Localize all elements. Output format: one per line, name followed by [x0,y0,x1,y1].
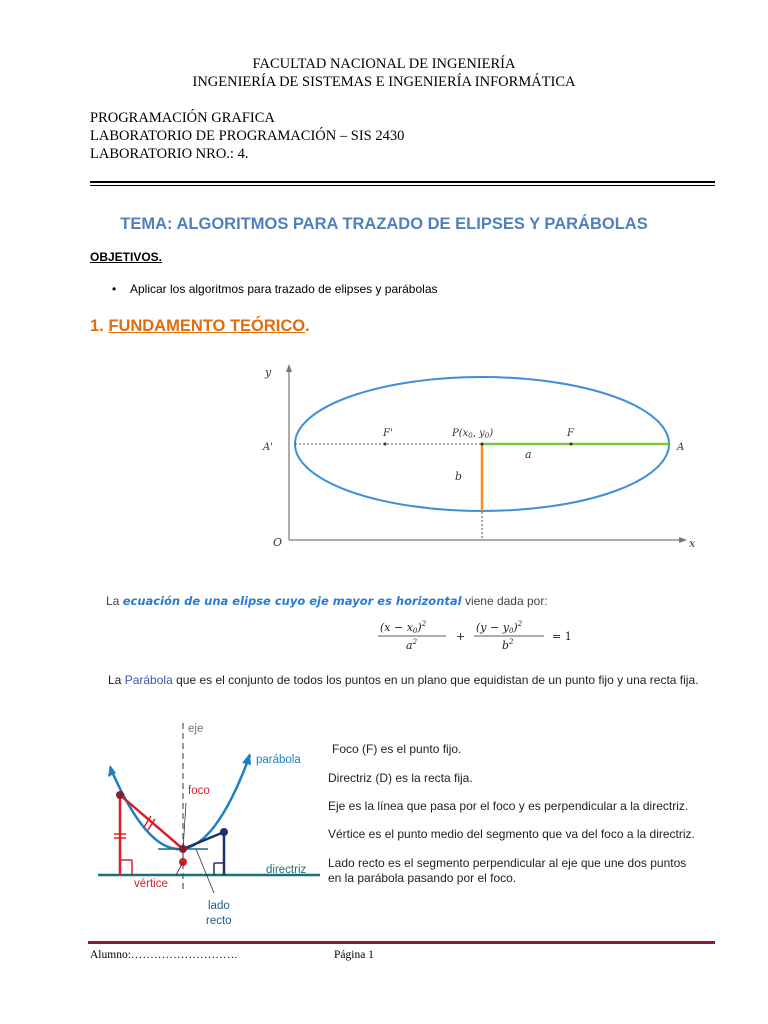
foco-label: foco [188,785,210,797]
intro-rest: que es el conjunto de todos los puntos en un plano que equidistan de un punto fijo y una recta fija. [176,673,699,687]
focus-left-point [384,443,387,446]
distance-to-focus-left [120,795,183,849]
footer-alumno: Alumno:………………………. [90,949,238,961]
y-axis-label: y [265,366,272,379]
origin-label: O [273,536,283,549]
equation-equals-one: = 1 [552,630,572,643]
course-title: PROGRAMACIÓN GRAFICA [90,110,275,126]
vertice-label: vértice [134,878,168,890]
caption-highlight: ecuación de una elipse cuyo eje mayor es horizontal [122,594,462,608]
eje-label: eje [188,723,204,735]
f-prime-label: F' [383,428,393,439]
objetivo-text: Aplicar los algoritmos para trazado de elipses y parábolas [130,282,438,296]
def-eje: Eje es la línea que pasa por el foco y es perpendicular a la directriz. [328,799,689,813]
def-lado-recto-2: en la parábola pasando por el foco. [328,871,517,885]
center-point [481,443,484,446]
footer-page-number: Página 1 [334,949,374,961]
semi-major-label: a [525,448,532,461]
section-period: . [305,317,310,335]
caption-suffix: viene dada por: [464,594,548,608]
def-vertice: Vértice es el punto medio del segmento que va del foco a la directriz. [328,827,695,841]
def-directriz: Directriz (D) es la recta fija. [328,771,473,785]
lab-course-title: LABORATORIO DE PROGRAMACIÓN – SIS 2430 [90,128,405,144]
parabola-curve [110,755,250,849]
caption-prefix: La [106,594,120,608]
ellipse-equation [372,615,592,655]
ellipse-diagram [255,362,705,554]
y-axis-arrow [286,364,292,372]
tema-heading: TEMA: ALGORITMOS PARA TRAZADO DE ELIPSES Y PARÁBOLAS [120,215,648,233]
focus-right-point [570,443,573,446]
x-axis-arrow [679,537,687,543]
x-axis-label: x [689,537,696,550]
a-prime-label: A' [263,442,273,453]
lado-recto-callout [196,849,214,893]
parabola-link[interactable]: Parábola [124,673,173,687]
directriz-label: directriz [266,864,307,876]
parabola-label: parábola [256,754,301,766]
objetivos-heading: OBJETIVOS. [90,250,163,264]
objetivo-item [112,282,438,296]
ellipse-equation-caption [106,594,548,608]
lab-number: LABORATORIO NRO.: 4. [90,146,249,162]
point-right [220,828,228,836]
section-heading [90,317,310,336]
intro-lead: La [108,673,122,687]
parabola-intro [90,673,720,688]
vertice-callout [176,862,183,875]
department-title: INGENIERÍA DE SISTEMAS E INGENIERÍA INFORMÁTICA [192,74,576,90]
bullet-icon: • [112,282,117,296]
recto-label: recto [206,915,232,927]
parabola-diagram [96,715,324,933]
header-rule-top [90,181,715,183]
point-left [116,791,124,799]
equation-numerator-x: $(x - x0)^2$ [380,620,427,635]
distance-to-focus-right [183,832,224,849]
center-label: $P(x_0$, $y_0$) [452,428,494,440]
section-number: 1. [90,317,104,335]
equation-plus: + [456,630,466,643]
f-label: F [567,428,574,439]
equation-denominator-b: $b^2$ [502,638,514,652]
faculty-title: FACULTAD NACIONAL DE INGENIERÍA [252,56,516,72]
equation-numerator-y: $(y - y0)^2$ [476,620,523,635]
def-foco: Foco (F) es el punto fijo. [332,742,462,756]
section-title: FUNDAMENTO TEÓRICO [108,317,306,335]
header-rule-bottom [90,185,715,186]
a-label: A [677,442,685,453]
parabola-arrow-right [242,753,251,765]
semi-minor-label: b [455,470,463,483]
equation-denominator-a: $a^2$ [406,638,418,652]
def-lado-recto-1: Lado recto es el segmento perpendicular al eje que une dos puntos [328,856,687,870]
lado-label: lado [208,900,230,912]
footer-rule [88,941,715,944]
